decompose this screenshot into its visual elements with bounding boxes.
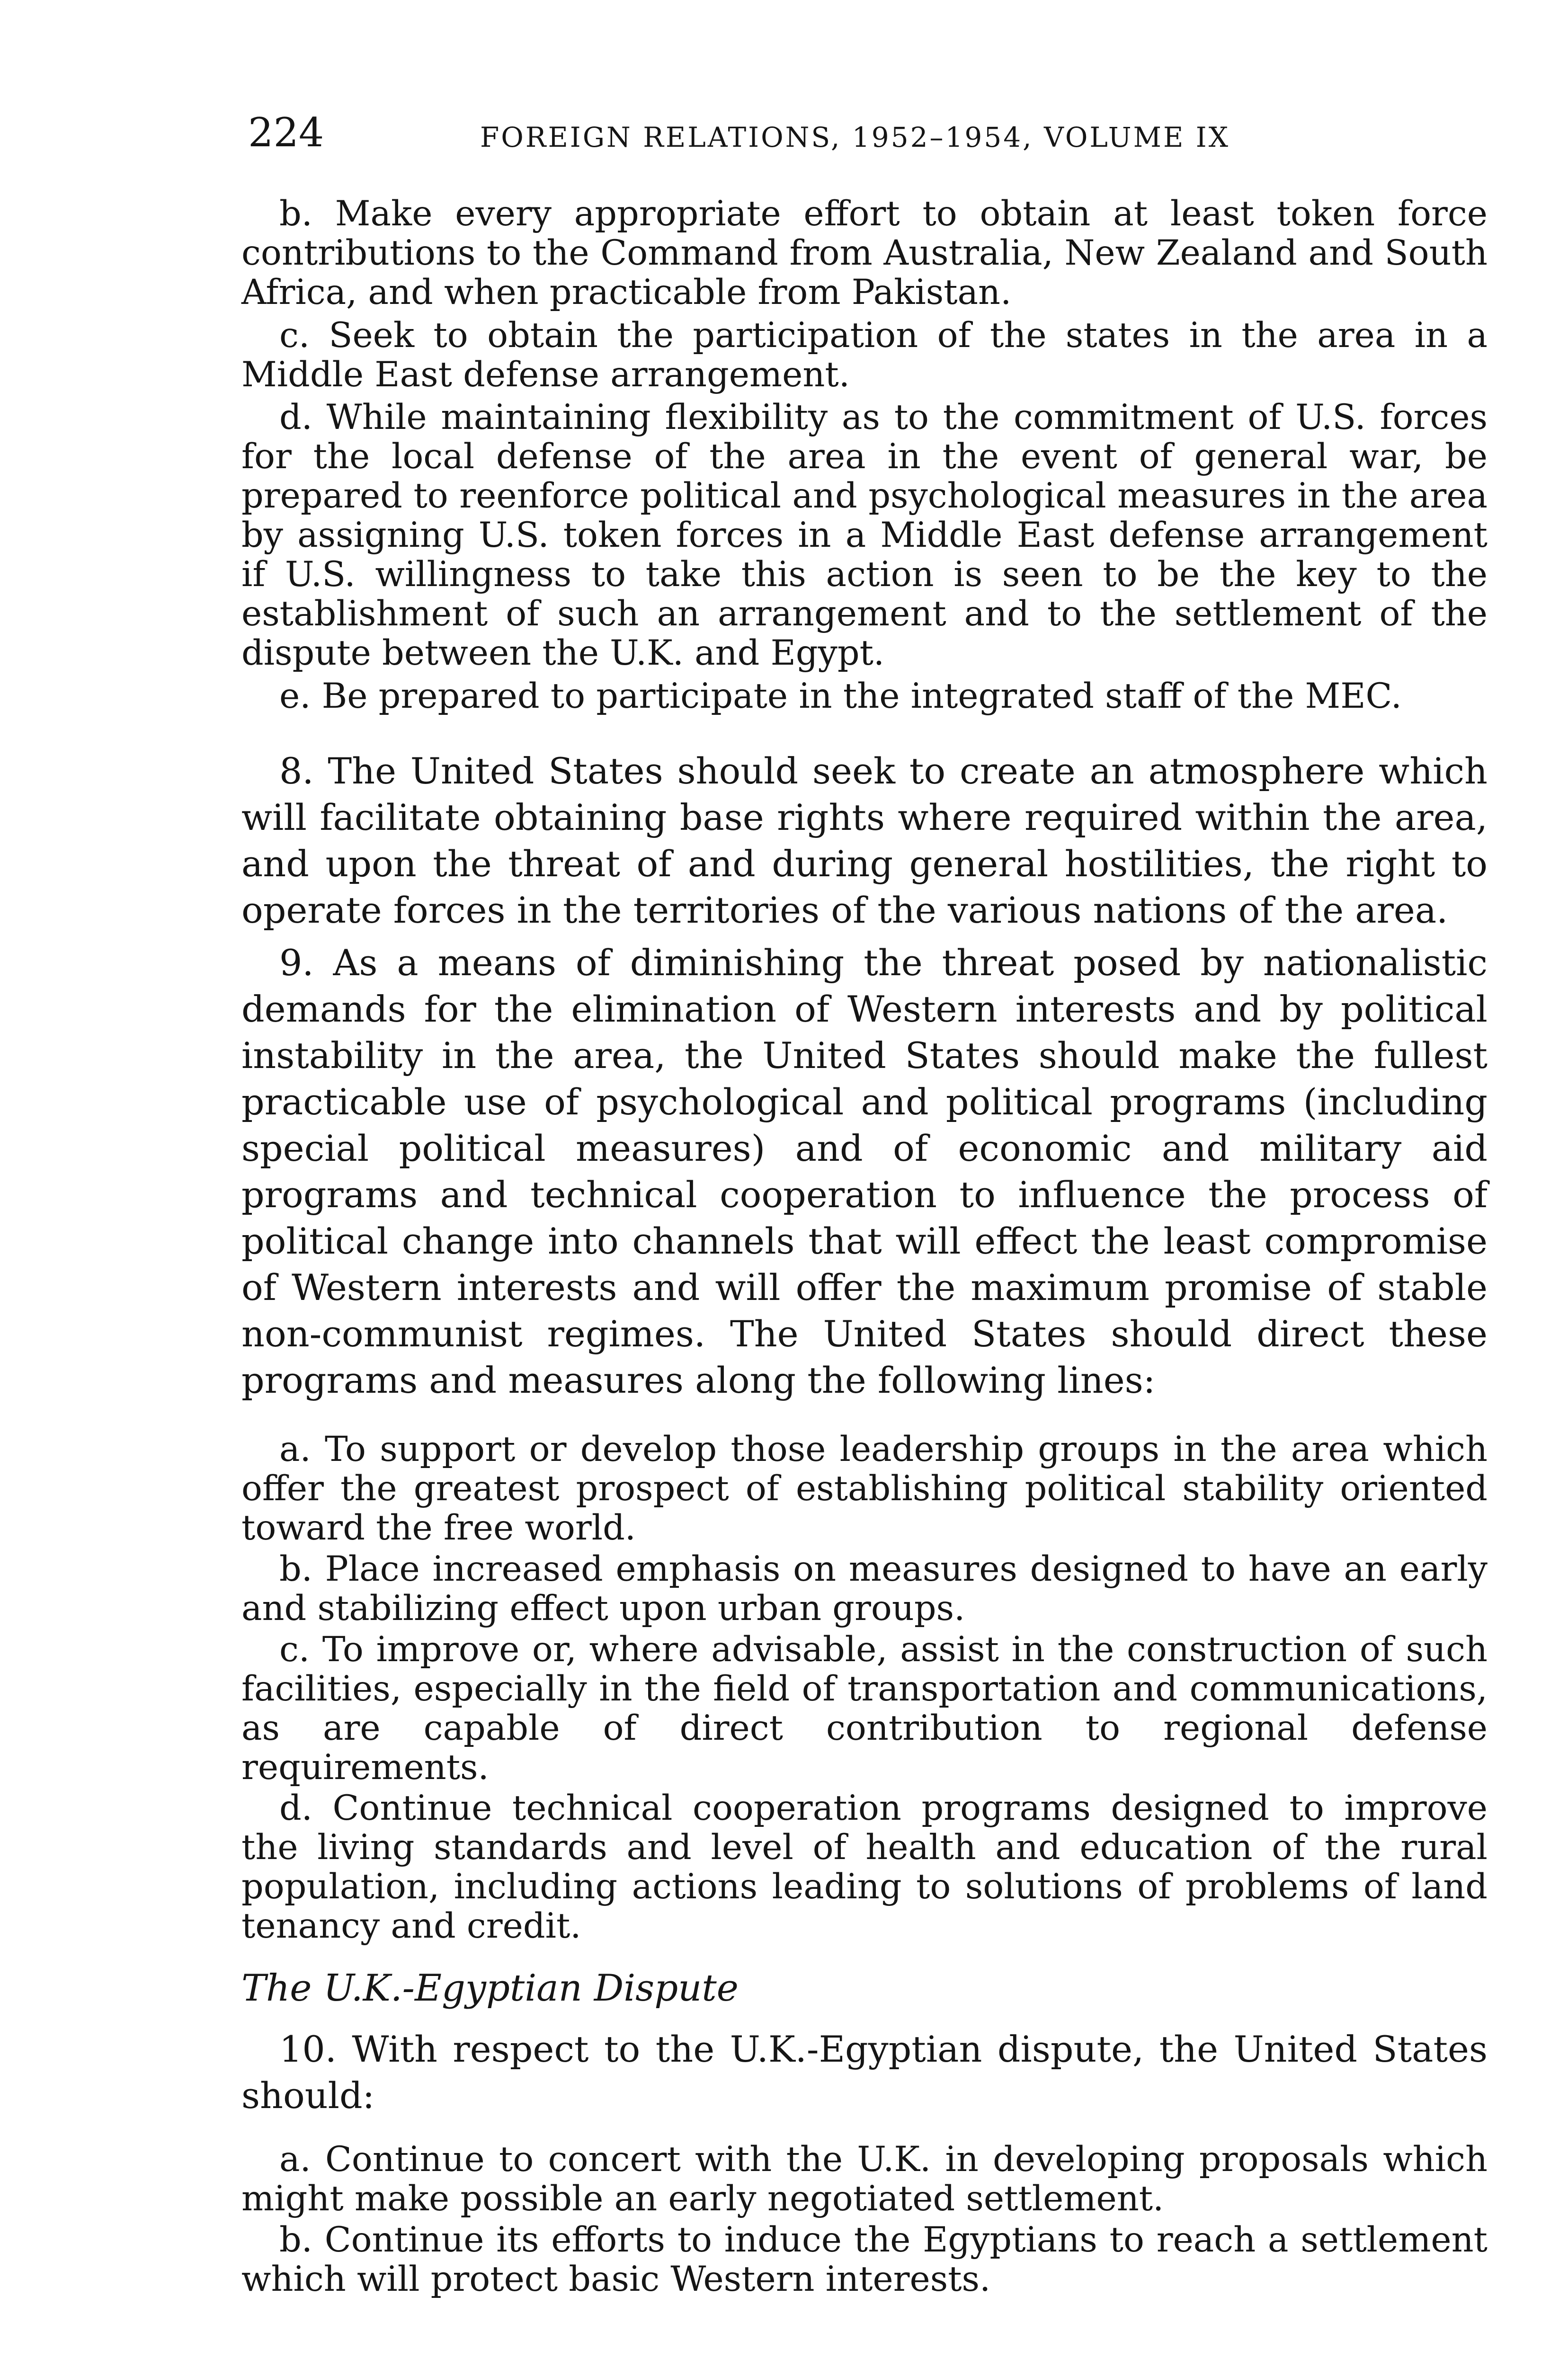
paragraph-9: 9. As a means of diminishing the threat posed by nationalistic demands for the elimination of Western interests and by political instability in the area, the United States should make the fullest practicable use of psychological and political programs (including special political measures) and of economic and military aid programs and technical cooperation to influence the process of political change into channels that will effect the least compromise of Western interests and will offer the maximum promise of stable non-communist regimes. The United States should direct these programs and measures along the following lines:: [241, 942, 1488, 1401]
item-9a: a. To support or develop those leadership groups in the area which offer the greatest prospect of establishing political stability oriented toward the free world.: [241, 1429, 1488, 1548]
item-10b: b. Continue its efforts to induce the Egyptians to reach a settlement which will protect basic Western interests.: [241, 2220, 1488, 2299]
item-9d: d. Continue technical cooperation programs designed to improve the living standards and level of health and education of the rural population, including actions leading to solutions of problems of land tenancy and credit.: [241, 1788, 1488, 1946]
running-head: FOREIGN RELATIONS, 1952–1954, VOLUME IX: [480, 121, 1230, 153]
paragraph-8: 8. The United States should seek to create an atmosphere which will facilitate obtaining base rights where required within the area, and upon the threat of and during general hostilities, the right to operate forces in the territories of the various nations of the area.: [241, 750, 1488, 931]
item-10a: a. Continue to concert with the U.K. in developing proposals which might make possible an early negotiated settlement.: [241, 2139, 1488, 2219]
item-9c: c. To improve or, where advisable, assist in the construction of such facilities, especially in the field of transportation and communications, as are capable of direct contribution to regional defense requirements.: [241, 1629, 1488, 1788]
section-heading: The U.K.-Egyptian Dispute: [241, 1967, 739, 2010]
item-7c: c. Seek to obtain the participation of the states in the area in a Middle East defense arrangement.: [241, 315, 1488, 395]
item-7b: b. Make every appropriate effort to obtain at least token force contributions to the Command from Australia, New Zealand and South Africa, and when practicable from Pakistan.: [241, 194, 1488, 312]
page-header: [248, 107, 1517, 159]
page-number: 224: [248, 109, 324, 156]
item-7d: d. While maintaining flexibility as to the commitment of U.S. forces for the local defense of the area in the event of general war, be prepared to reenforce political and psychological measures in the area by assigning U.S. token forces in a Middle East defense arrangement if U.S. willingness to take this action is seen to be the key to the establishment of such an arrangement and to the settlement of the dispute between the U.K. and Egypt.: [241, 397, 1488, 673]
paragraph-10: 10. With respect to the U.K.-Egyptian dispute, the United States should:: [241, 2028, 1488, 2117]
item-9b: b. Place increased emphasis on measures designed to have an early and stabilizing effect upon urban groups.: [241, 1549, 1488, 1628]
item-7e: e. Be prepared to participate in the integrated staff of the MEC.: [279, 676, 1402, 716]
